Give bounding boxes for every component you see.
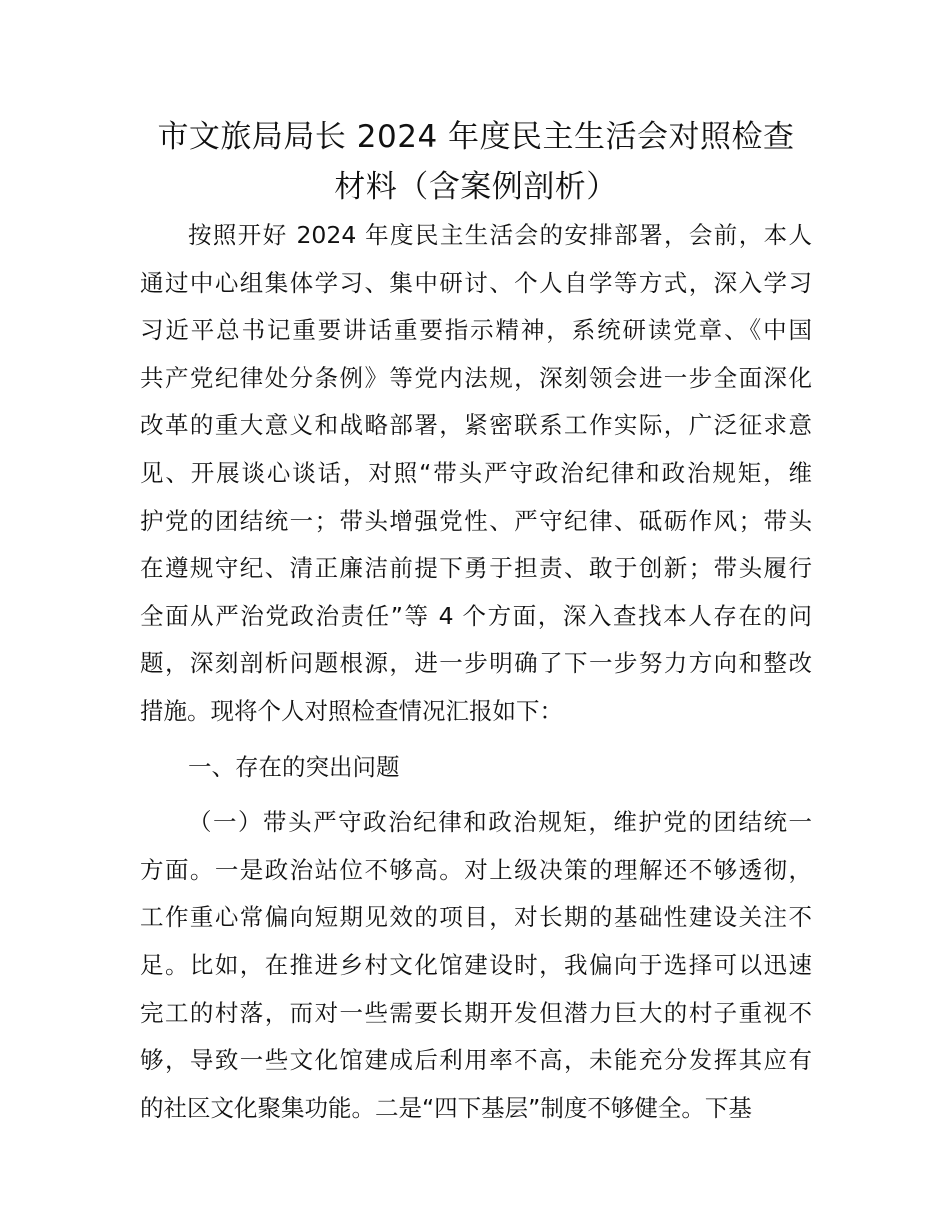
title-line: 材料（含案例剖析） xyxy=(334,169,618,205)
paragraph-line: 的社区文化聚集功能。二是“四下基层”制度不够健全。下基 xyxy=(140,1093,752,1122)
paragraph-line: 完工的村落，而对一些需要长期开发但潜力巨大的村子重视不 xyxy=(140,998,812,1027)
paragraph-line: 按照开好 2024 年度民主生活会的安排部署，会前，本人 xyxy=(188,221,812,249)
paragraph-line: （一）带头严守政治纪律和政治规矩，维护党的团结统一 xyxy=(188,808,812,837)
paragraph-line: 足。比如，在推进乡村文化馆建设时，我偏向于选择可以迅速 xyxy=(140,950,812,979)
document-title xyxy=(140,112,812,212)
paragraph-line: 见、开展谈心谈话，对照“带头严守政治纪律和政治规矩，维 xyxy=(140,458,812,487)
problem-paragraph xyxy=(140,799,812,1132)
paragraph-line: 改革的重大意义和战略部署，紧密联系工作实际，广泛征求意 xyxy=(140,411,812,440)
paragraph-line: 通过中心组集体学习、集中研讨、个人自学等方式，深入学习 xyxy=(140,268,812,297)
paragraph-line: 习近平总书记重要讲话重要指示精神，系统研读党章、《中国 xyxy=(140,316,812,345)
section-heading: 一、存在的突出问题 xyxy=(188,752,400,781)
paragraph-line: 在遵规守纪、清正廉洁前提下勇于担责、敢于创新；带头履行 xyxy=(140,554,812,583)
paragraph-line: 全面从严治党政治责任”等 4 个方面，深入查找本人存在的问 xyxy=(140,601,812,630)
paragraph-line: 护党的团结统一；带头增强党性、严守纪律、砥砺作风；带头 xyxy=(140,506,812,535)
title-line: 市文旅局局长 2024 年度民主生活会对照检查 xyxy=(157,119,795,155)
paragraph-line: 题，深刻剖析问题根源，进一步明确了下一步努力方向和整改 xyxy=(140,649,812,678)
intro-paragraph xyxy=(140,212,812,736)
paragraph-line: 措施。现将个人对照检查情况汇报如下： xyxy=(140,696,563,725)
document-body xyxy=(140,212,812,1132)
paragraph-line: 共产党纪律处分条例》等党内法规，深刻领会进一步全面深化 xyxy=(140,363,812,392)
paragraph-line: 方面。一是政治站位不够高。对上级决策的理解还不够透彻， xyxy=(140,855,812,884)
paragraph-line: 工作重心常偏向短期见效的项目，对长期的基础性建设关注不 xyxy=(140,903,812,932)
paragraph-line: 够，导致一些文化馆建成后利用率不高，未能充分发挥其应有 xyxy=(140,1046,812,1075)
